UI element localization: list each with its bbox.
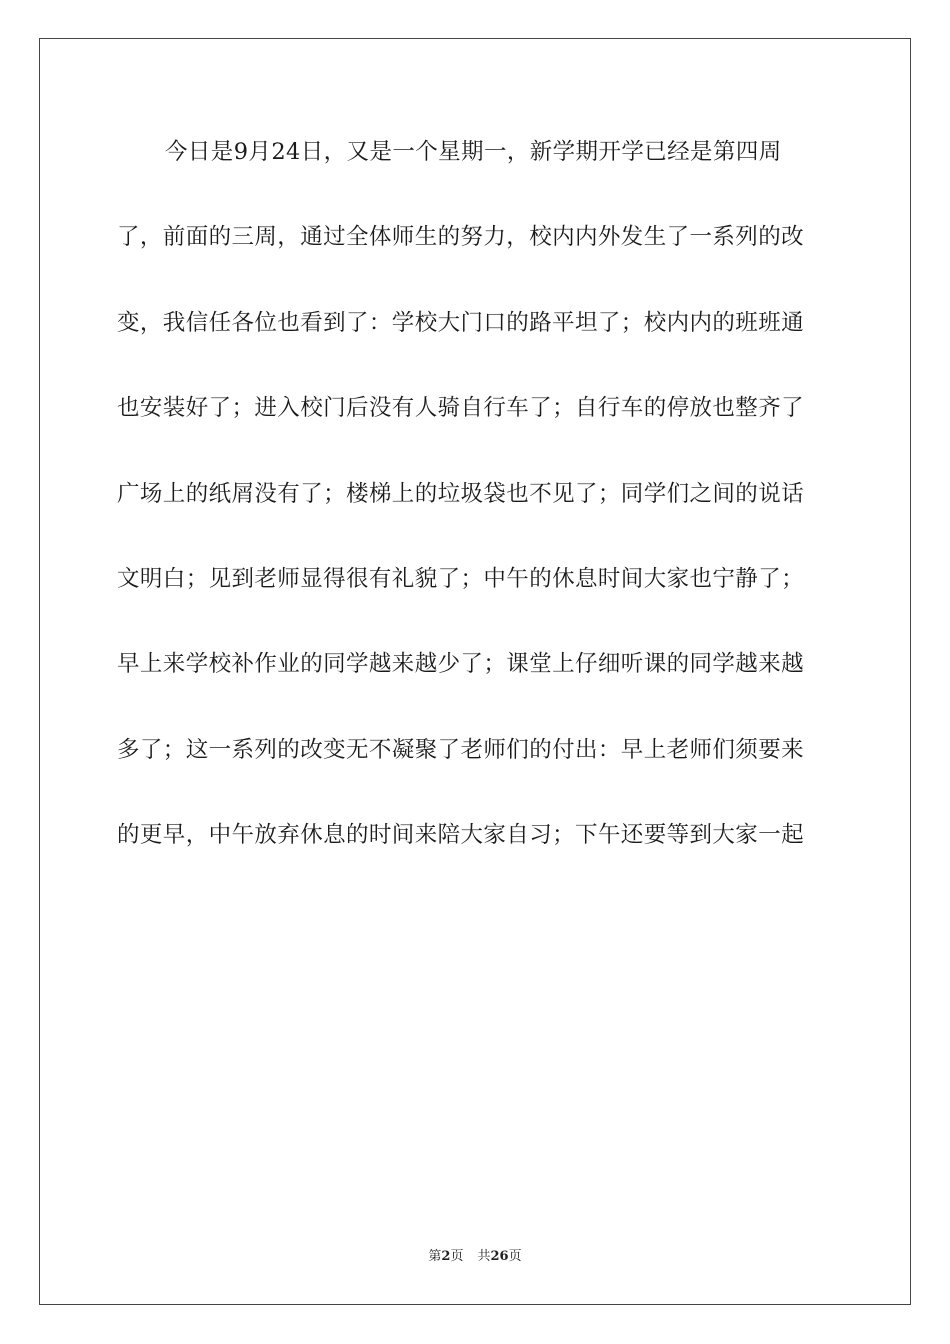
paragraph-line-2: 了，前面的三周，通过全体师生的努力，校内内外发生了一系列的改 [117,224,805,251]
paragraph-line-3: 变，我信任各位也看到了：学校大门口的路平坦了；校内内的班班通 [117,309,805,336]
paragraph-line-7: 早上来学校补作业的同学越来越少了；课堂上仔细听课的同学越来越 [117,651,805,678]
paragraph-line-9: 的更早，中午放弃休息的时间来陪大家自习；下午还要等到大家一起 [117,822,805,849]
document-body [117,110,833,879]
page-footer [0,1247,950,1267]
paragraph-line-1: 今日是9月24日，又是一个星期一，新学期开学已经是第四周 [165,139,782,165]
paragraph-line-4: 也安装好了；进入校门后没有人骑自行车了；自行车的停放也整齐了 [117,395,805,422]
paragraph-line-6: 文明白；见到老师显得很有礼貌了；中午的休息时间大家也宁静了； [117,565,805,592]
total-page-count: 26 [490,1249,509,1264]
current-page-number: 2 [441,1249,451,1264]
page-prefix: 第 [428,1249,442,1264]
total-suffix: 页 [508,1249,522,1264]
paragraph-line-8: 多了；这一系列的改变无不凝聚了老师们的付出：早上老师们须要来 [117,736,805,763]
paragraph-line-5: 广场上的纸屑没有了；楼梯上的垃圾袋也不见了；同学们之间的说话 [117,480,805,507]
page-suffix: 页 [450,1249,464,1264]
total-prefix: 共 [477,1249,491,1264]
page-number-label [428,1249,463,1264]
total-pages-label [477,1249,521,1264]
